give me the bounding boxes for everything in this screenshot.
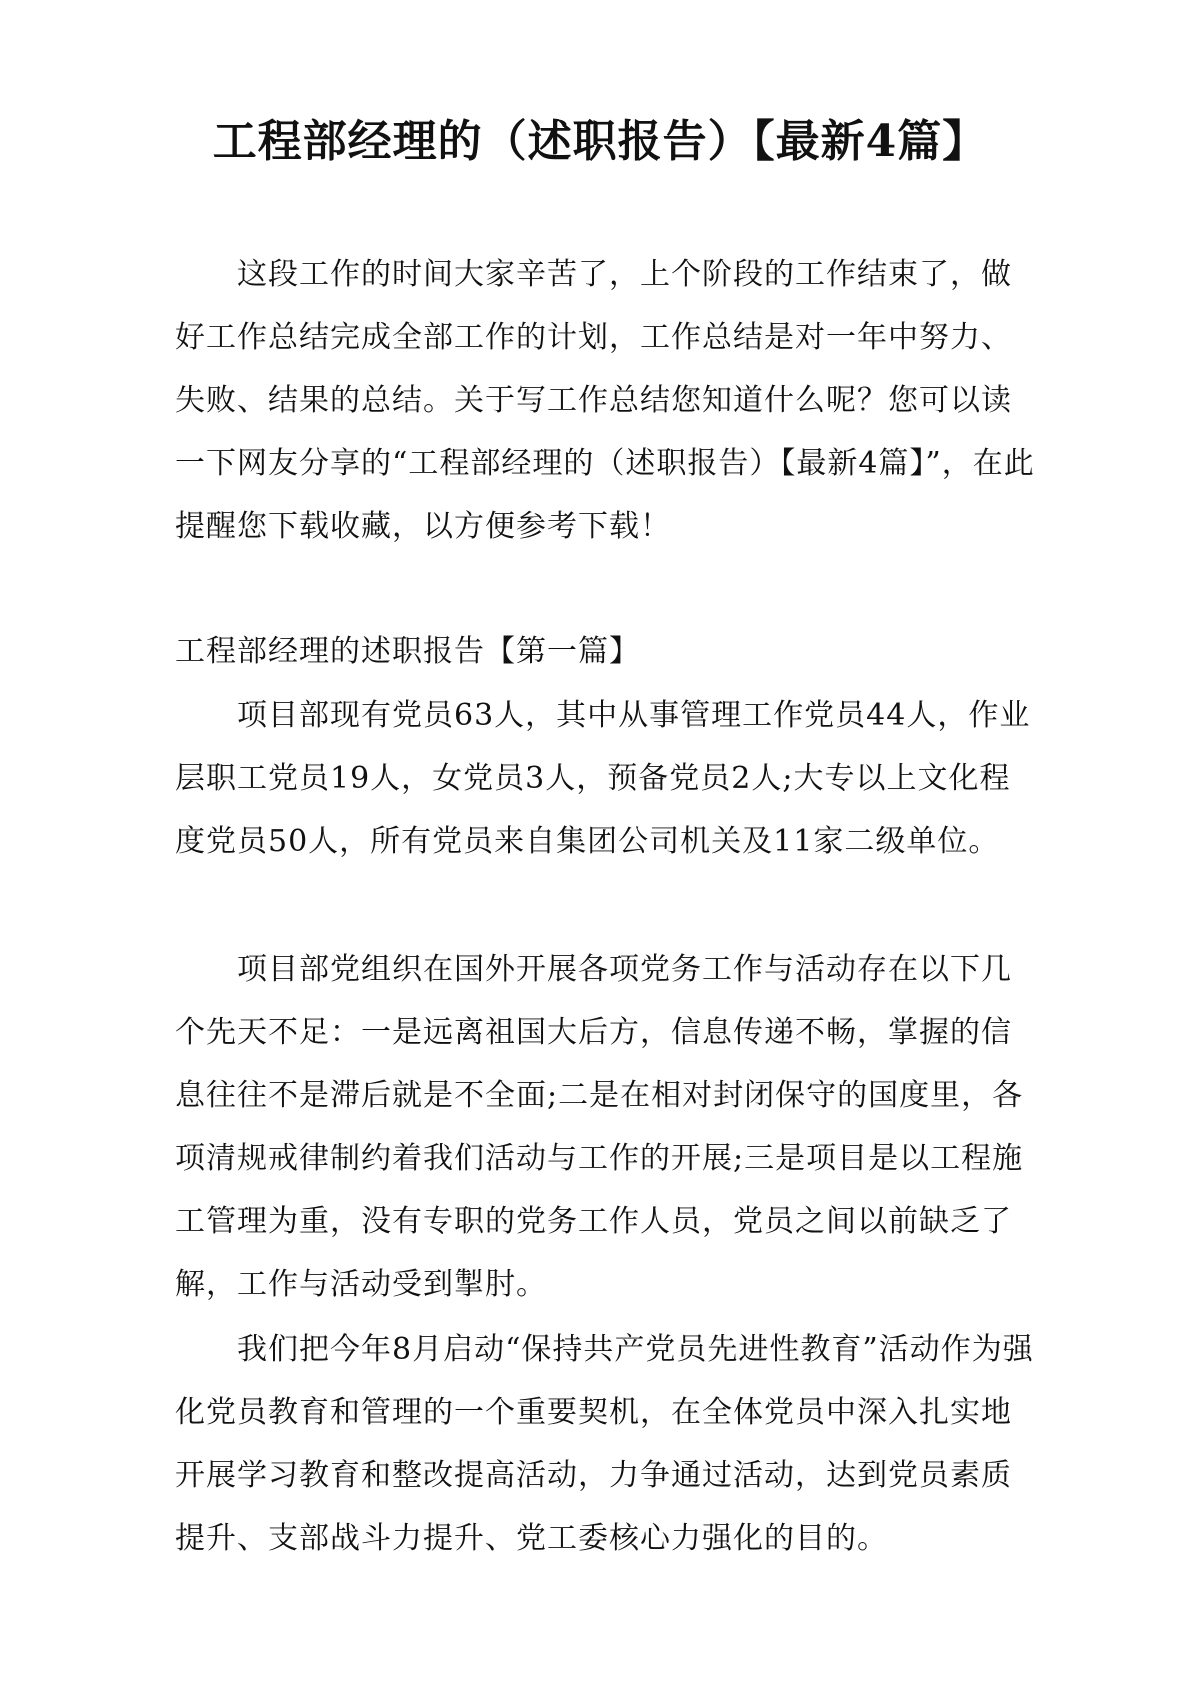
body-paragraph-2: 项目部党组织在国外开展各项党务工作与活动存在以下几个先天不足：一是远离祖国大后方，信息传递不畅，掌握的信息往往不是滞后就是不全面;二是在相对封闭保守的国度里，各项清规戒律制约着我们活动与工作的开展;三是项目是以工程施工管理为重，没有专职的党务工作人员，党员之间以前缺乏了解，工作与活动受到掣肘。 [175,952,1024,1302]
section-heading: 工程部经理的述职报告【第一篇】 [175,634,640,669]
body-paragraph-3: 我们把今年8月启动“保持共产党员先进性教育”活动作为强化党员教育和管理的一个重要契机，在全体党员中深入扎实地开展学习教育和整改提高活动，力争通过活动，达到党员素质提升、支部战斗力提升、党工委核心力强化的目的。 [175,1332,1034,1556]
intro-paragraph: 这段工作的时间大家辛苦了，上个阶段的工作结束了，做好工作总结完成全部工作的计划，工作总结是对一年中努力、失败、结果的总结。关于写工作总结您知道什么呢？您可以读一下网友分享的“工程部经理的（述职报告）【最新4篇】”，在此提醒您下载收藏，以方便参考下载！ [175,257,1035,544]
document-title: 工程部经理的（述职报告）【最新4篇】 [212,116,988,167]
body-paragraph-1: 项目部现有党员63人，其中从事管理工作党员44人，作业层职工党员19人，女党员3人，预备党员2人;大专以上文化程度党员50人，所有党员来自集团公司机关及11家二级单位。 [175,698,1031,859]
